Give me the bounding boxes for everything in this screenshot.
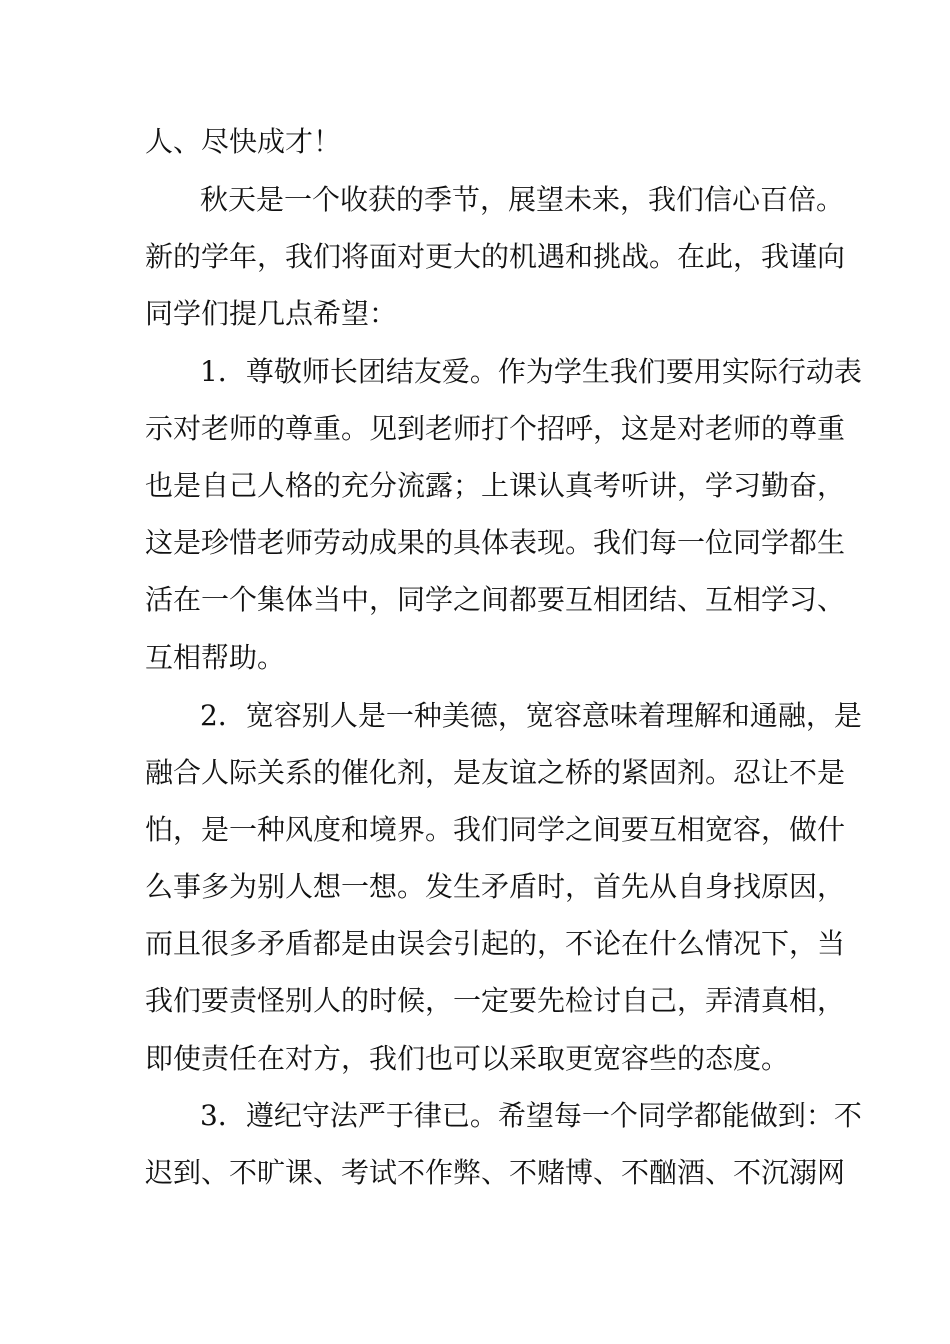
text-line: 即使责任在对方，我们也可以采取更宽容些的态度。 [145, 1042, 790, 1075]
text-line: 这是珍惜老师劳动成果的具体表现。我们每一位同学都生 [145, 526, 846, 559]
text-line: 活在一个集体当中，同学之间都要互相团结、互相学习、 [145, 583, 846, 616]
text-line: 人、尽快成才！ [145, 125, 342, 158]
text-line: 迟到、不旷课、考试不作弊、不赌博、不酗酒、不沉溺网 [145, 1156, 846, 1189]
paragraph-line: 秋天是一个收获的季节，展望未来，我们信心百倍。 [200, 183, 845, 216]
text-line: 怕，是一种风度和境界。我们同学之间要互相宽容，做什 [145, 813, 846, 846]
list-item-1-line: 1．尊敬师长团结友爱。作为学生我们要用实际行动表 [200, 355, 862, 388]
text-line: 同学们提几点希望： [145, 297, 398, 330]
text-line: 新的学年，我们将面对更大的机遇和挑战。在此，我谨向 [145, 240, 846, 273]
text-line: 么事多为别人想一想。发生矛盾时，首先从自身找原因， [145, 870, 846, 903]
text-line: 互相帮助。 [145, 641, 286, 674]
text-line: 我们要责怪别人的时候，一定要先检讨自己，弄清真相， [145, 984, 846, 1017]
list-item-3-line: 3．遵纪守法严于律已。希望每一个同学都能做到：不 [200, 1099, 862, 1132]
list-item-2-line: 2．宽容别人是一种美德，宽容意味着理解和通融，是 [200, 699, 862, 732]
text-line: 而且很多矛盾都是由误会引起的，不论在什么情况下，当 [145, 927, 846, 960]
text-line: 示对老师的尊重。见到老师打个招呼，这是对老师的尊重 [145, 412, 846, 445]
text-line: 融合人际关系的催化剂，是友谊之桥的紧固剂。忍让不是 [145, 756, 846, 789]
text-line: 也是自己人格的充分流露；上课认真考听讲，学习勤奋， [145, 469, 846, 502]
